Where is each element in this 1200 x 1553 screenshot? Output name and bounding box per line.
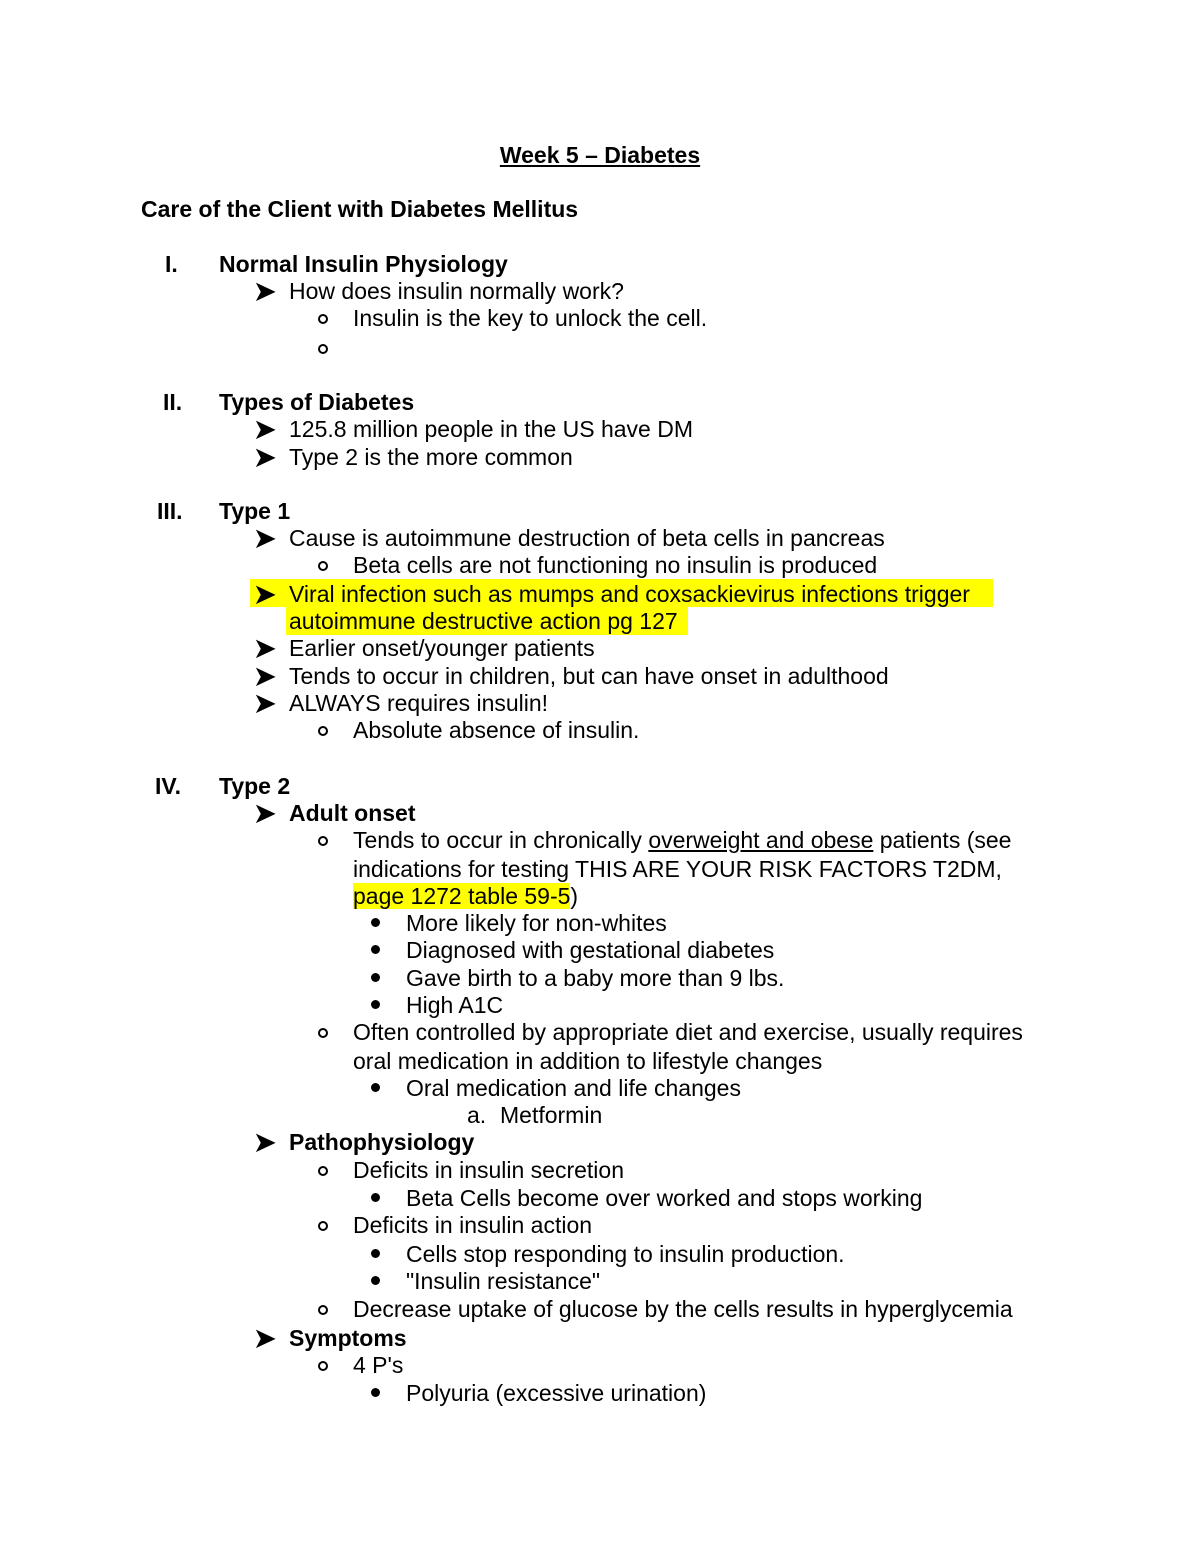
circle-bullet-icon xyxy=(318,344,328,354)
bullet-text: Insulin is the key to unlock the cell. xyxy=(353,305,708,331)
arrow-bullet-icon: ➤ xyxy=(254,688,276,718)
circle-bullet-icon xyxy=(318,1221,328,1231)
list-letter: a. xyxy=(467,1102,487,1128)
arrow-bullet-icon: ➤ xyxy=(254,276,276,306)
bullet-text: Deficits in insulin secretion xyxy=(353,1157,625,1183)
arrow-bullet-icon: ➤ xyxy=(254,442,276,472)
bullet-text: High A1C xyxy=(406,992,504,1018)
highlighted-text: page 1272 table 59-5 xyxy=(353,883,571,909)
section-4-heading: Type 2 xyxy=(219,773,291,799)
subheading: Symptoms xyxy=(289,1325,407,1351)
arrow-bullet-icon: ➤ xyxy=(254,523,276,553)
dot-bullet-icon xyxy=(371,1000,380,1009)
bullet-text: Beta cells are not functioning no insulin is produced xyxy=(353,552,878,578)
bullet-text: Metformin xyxy=(500,1102,603,1128)
text-run: Tends to occur in chronically xyxy=(353,827,649,853)
bullet-text: Gave birth to a baby more than 9 lbs. xyxy=(406,965,785,991)
section-1-heading: Normal Insulin Physiology xyxy=(219,251,508,277)
text-run: ) xyxy=(570,883,579,909)
circle-bullet-icon xyxy=(318,1305,328,1315)
bullet-text: More likely for non-whites xyxy=(406,910,667,936)
bullet-text: Decrease uptake of glucose by the cells results in hyperglycemia xyxy=(353,1296,1013,1322)
bullet-text: 4 P's xyxy=(353,1352,404,1378)
arrow-bullet-icon: ➤ xyxy=(254,633,276,663)
section-1-number: I. xyxy=(165,251,178,277)
arrow-bullet-icon: ➤ xyxy=(254,1323,276,1353)
dot-bullet-icon xyxy=(371,1249,380,1258)
arrow-bullet-icon: ➤ xyxy=(254,798,276,828)
bullet-text: oral medication in addition to lifestyle changes xyxy=(353,1048,823,1074)
bullet-text: indications for testing THIS ARE YOUR RISK FACTORS T2DM, xyxy=(353,856,1002,882)
circle-bullet-icon xyxy=(318,1166,328,1176)
subheading: Pathophysiology xyxy=(289,1129,475,1155)
dot-bullet-icon xyxy=(371,1388,380,1397)
bullet-text: Diagnosed with gestational diabetes xyxy=(406,937,775,963)
document-subtitle: Care of the Client with Diabetes Mellitus xyxy=(141,196,579,222)
arrow-bullet-icon: ➤ xyxy=(254,579,276,609)
arrow-bullet-icon: ➤ xyxy=(254,661,276,691)
bullet-text: Cause is autoimmune destruction of beta cells in pancreas xyxy=(289,525,885,551)
dot-bullet-icon xyxy=(371,918,380,927)
subheading: Adult onset xyxy=(289,800,416,826)
bullet-text: Often controlled by appropriate diet and exercise, usually requires xyxy=(353,1019,1023,1045)
dot-bullet-icon xyxy=(371,945,380,954)
section-2-heading: Types of Diabetes xyxy=(219,389,415,415)
section-3-heading: Type 1 xyxy=(219,498,291,524)
page-title: Week 5 – Diabetes xyxy=(499,142,701,168)
bullet-text: Beta Cells become over worked and stops working xyxy=(406,1185,923,1211)
highlighted-text: Viral infection such as mumps and coxsackievirus infections trigger xyxy=(289,581,970,607)
bullet-text xyxy=(353,882,578,910)
highlighted-text: autoimmune destructive action pg 127 xyxy=(289,608,678,634)
dot-bullet-icon xyxy=(371,1083,380,1092)
arrow-bullet-icon: ➤ xyxy=(254,1127,276,1157)
bullet-text: How does insulin normally work? xyxy=(289,278,624,304)
circle-bullet-icon xyxy=(318,561,328,571)
bullet-text: Polyuria (excessive urination) xyxy=(406,1380,707,1406)
circle-bullet-icon xyxy=(318,726,328,736)
underlined-text: overweight and obese xyxy=(648,827,874,853)
circle-bullet-icon xyxy=(318,1361,328,1371)
bullet-text: 125.8 million people in the US have DM xyxy=(289,416,694,442)
bullet-text: Absolute absence of insulin. xyxy=(353,717,640,743)
section-3-number: III. xyxy=(157,498,183,524)
section-4-number: IV. xyxy=(155,773,182,799)
bullet-text: Tends to occur in children, but can have onset in adulthood xyxy=(289,663,889,689)
dot-bullet-icon xyxy=(371,973,380,982)
bullet-text: "Insulin resistance" xyxy=(406,1268,601,1294)
bullet-text: Cells stop responding to insulin production. xyxy=(406,1241,845,1267)
bullet-text: ALWAYS requires insulin! xyxy=(289,690,549,716)
bullet-text: Oral medication and life changes xyxy=(406,1075,741,1101)
dot-bullet-icon xyxy=(371,1276,380,1285)
bullet-text: Type 2 is the more common xyxy=(289,444,573,470)
circle-bullet-icon xyxy=(318,836,328,846)
arrow-bullet-icon: ➤ xyxy=(254,414,276,444)
text-run: patients (see xyxy=(873,827,1012,853)
dot-bullet-icon xyxy=(371,1193,380,1202)
bullet-text: Deficits in insulin action xyxy=(353,1212,593,1238)
circle-bullet-icon xyxy=(318,314,328,324)
section-2-number: II. xyxy=(163,389,183,415)
bullet-text: Earlier onset/younger patients xyxy=(289,635,595,661)
circle-bullet-icon xyxy=(318,1028,328,1038)
bullet-text xyxy=(353,826,1011,854)
